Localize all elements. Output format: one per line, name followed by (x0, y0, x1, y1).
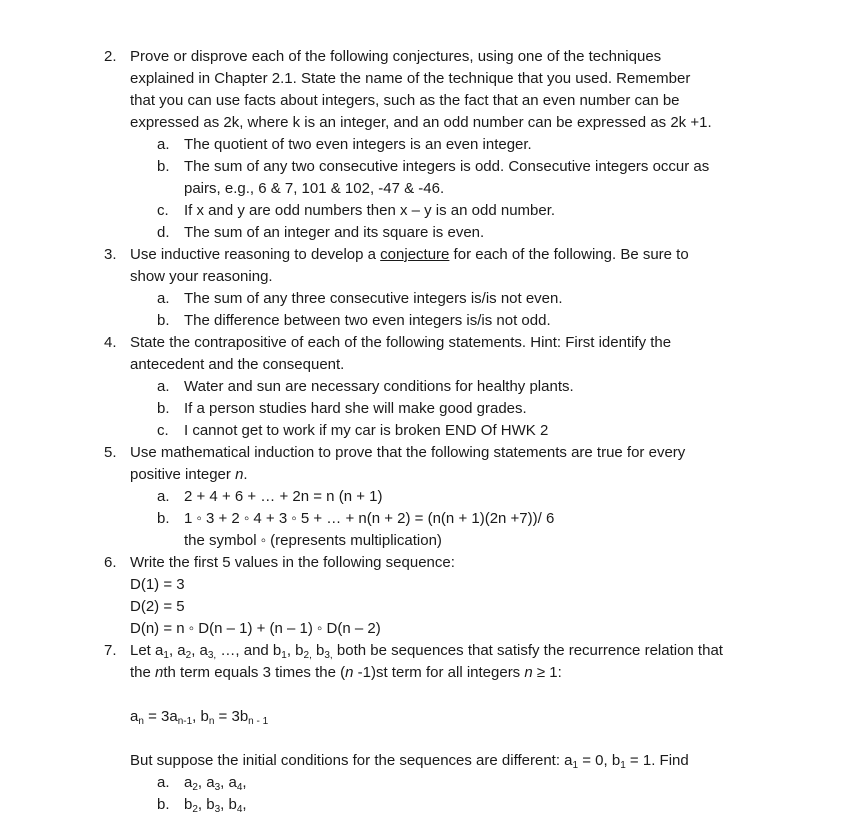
underlined-word: conjecture (380, 246, 450, 263)
sub-letter: b. (157, 312, 170, 329)
item-number: 7. (104, 642, 117, 659)
item-text: show your reasoning. (130, 268, 273, 285)
sub-letter: b. (157, 400, 170, 417)
sub-letter: b. (157, 796, 170, 813)
item-number: 3. (104, 246, 117, 263)
sub-item-text: $a_2$, $a_3$, $a_4$, (184, 774, 247, 793)
sub-letter: a. (157, 378, 170, 395)
sub-item-text: If x and y are odd numbers then x – y is an odd number. (184, 202, 556, 219)
item-text: expressed as 2k, where k is an integer, and an odd number can be expressed as 2k +1. (130, 114, 712, 131)
sub-item-text: pairs, e.g., 6 & 7, 101 & 102, -47 & -46. (184, 180, 445, 197)
item-number: 5. (104, 444, 117, 461)
sub-item-text: The sum of an integer and its square is even. (184, 224, 485, 241)
item-text: antecedent and the consequent. (130, 356, 345, 373)
item-text: Use inductive reasoning to develop a conjecture for each of the following. Be sure to (130, 246, 689, 263)
item-text: explained in Chapter 2.1. State the name of the technique that you used. Remember (130, 70, 691, 87)
item-text: State the contrapositive of each of the following statements. Hint: First identify the (130, 334, 672, 351)
item-text: Use mathematical induction to prove that the following statements are true for every (130, 444, 686, 461)
sub-letter: c. (157, 202, 169, 219)
item-number: 2. (104, 48, 117, 65)
sub-item-text: 2 + 4 + 6 + … + 2n = n (n + 1) (184, 488, 383, 505)
sub-letter: a. (157, 488, 170, 505)
recurrence-formula: $a_n = 3a_{n-1}$, $b_n = 3b_{n - 1}$ (130, 708, 269, 727)
item-text: the nth term equals 3 times the (n -1)st term for all integers n ≥ 1: (130, 664, 562, 681)
sequence-line: D(2) = 5 (130, 598, 185, 615)
sub-letter: b. (157, 158, 170, 175)
initial-conditions: But suppose the initial conditions for the sequences are different: $a_1 = 0$, $b_1 = 1$. Find (130, 752, 689, 771)
sub-letter: a. (157, 136, 170, 153)
sub-item-text: I cannot get to work if my car is broken END Of HWK 2 (184, 422, 549, 439)
sub-item-text: The sum of any two consecutive integers is odd. Consecutive integers occur as (184, 158, 710, 175)
sub-item-text: 1 ◦ 3 + 2 ◦ 4 + 3 ◦ 5 + … + n(n + 2) = (n(n + 1)(2n +7))/ 6 (184, 510, 555, 527)
sub-letter: c. (157, 422, 169, 439)
item-text: that you can use facts about integers, such as the fact that an even number can be (130, 92, 680, 109)
item-text: Let $a_1$, $a_2$, $a_{3,}$ …, and $b_1$, $b_{2,}$ $b_{3,}$ both be sequences that satisfy the recurrence relation that (130, 642, 723, 661)
sub-letter: a. (157, 290, 170, 307)
sub-item-text: The sum of any three consecutive integers is/is not even. (184, 290, 563, 307)
item-number: 6. (104, 554, 117, 571)
sub-item-text: The difference between two even integers is/is not odd. (184, 312, 551, 329)
sub-item-text: If a person studies hard she will make good grades. (184, 400, 527, 417)
item-text: Prove or disprove each of the following conjectures, using one of the techniques (130, 48, 662, 65)
item-text: positive integer n. (130, 466, 248, 483)
sub-letter: b. (157, 510, 170, 527)
sequence-line: D(n) = n ◦ D(n – 1) + (n – 1) ◦ D(n – 2) (130, 620, 381, 637)
sub-item-text: The quotient of two even integers is an even integer. (184, 136, 532, 153)
item-number: 4. (104, 334, 117, 351)
sub-item-text: Water and sun are necessary conditions for healthy plants. (184, 378, 574, 395)
sub-item-text: $b_2$, $b_3$, $b_4$, (184, 796, 247, 815)
sub-letter: d. (157, 224, 170, 241)
item-text: Write the first 5 values in the following sequence: (130, 554, 455, 571)
note-text: the symbol ◦ (represents multiplication) (184, 532, 442, 549)
sub-letter: a. (157, 774, 170, 791)
sequence-line: D(1) = 3 (130, 576, 185, 593)
